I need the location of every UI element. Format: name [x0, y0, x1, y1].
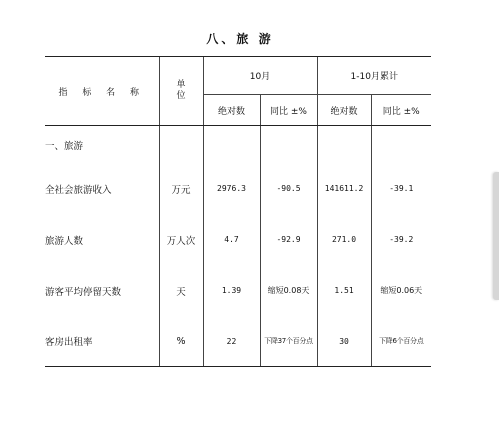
row-cumulative-yoy: 缩短0.06天 [371, 265, 431, 316]
row-cumulative-yoy: 下降6个百分点 [371, 316, 431, 367]
row-month-absolute: 1.39 [203, 265, 260, 316]
table-row [45, 163, 431, 214]
side-scroll-tab[interactable] [493, 172, 499, 300]
header-month-absolute: 绝对数 [203, 95, 260, 126]
header-cumulative-yoy: 同比 ±% [371, 95, 431, 126]
header-unit-char-1: 单 [176, 80, 186, 90]
section-label: 一、旅游 [45, 140, 84, 152]
empty-cell [159, 126, 203, 164]
tourism-statistics-table [45, 56, 431, 367]
row-month-yoy: -90.5 [260, 163, 317, 214]
header-month-yoy: 同比 ±% [260, 95, 317, 126]
empty-cell [371, 126, 431, 164]
table-row [45, 316, 431, 367]
empty-cell [317, 126, 371, 164]
header-unit-char-2: 位 [176, 91, 186, 101]
row-month-absolute: 4.7 [203, 214, 260, 265]
row-unit: 万元 [159, 163, 203, 214]
row-cumulative-absolute: 271.0 [317, 214, 371, 265]
header-cumulative-absolute: 绝对数 [317, 95, 371, 126]
row-name: 旅游人数 [45, 235, 84, 247]
header-month: 10月 [203, 57, 317, 95]
row-month-yoy: 下降37个百分点 [260, 316, 317, 367]
row-cumulative-yoy: -39.2 [371, 214, 431, 265]
empty-cell [260, 126, 317, 164]
row-unit: % [159, 316, 203, 367]
row-cumulative-absolute: 30 [317, 316, 371, 367]
table-row [45, 214, 431, 265]
row-month-absolute: 22 [203, 316, 260, 367]
header-unit [159, 57, 203, 126]
row-name: 游客平均停留天数 [45, 286, 122, 298]
header-cumulative: 1-10月累计 [317, 57, 431, 95]
row-month-absolute: 2976.3 [203, 163, 260, 214]
row-unit: 万人次 [159, 214, 203, 265]
row-unit: 天 [159, 265, 203, 316]
row-month-yoy: -92.9 [260, 214, 317, 265]
empty-cell [203, 126, 260, 164]
header-indicator-name: 指 标 名 称 [45, 57, 159, 126]
row-cumulative-yoy: -39.1 [371, 163, 431, 214]
row-cumulative-absolute: 1.51 [317, 265, 371, 316]
row-month-yoy: 缩短0.08天 [260, 265, 317, 316]
row-name: 客房出租率 [45, 316, 159, 367]
row-name: 全社会旅游收入 [45, 184, 112, 196]
page-title: 八、旅 游 [206, 32, 274, 46]
table-row [45, 265, 431, 316]
row-cumulative-absolute: 141611.2 [317, 163, 371, 214]
